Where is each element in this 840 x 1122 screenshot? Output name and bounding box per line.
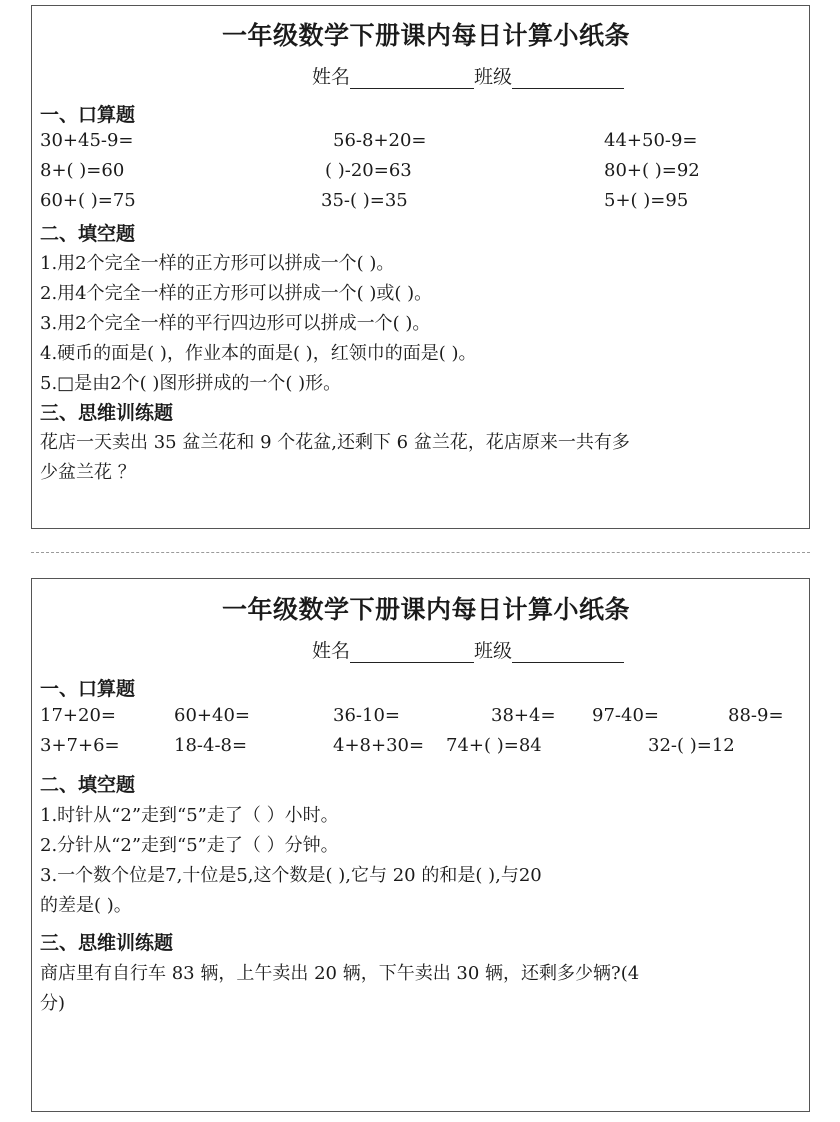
section-heading-fill: 二、填空题 (40, 223, 136, 245)
problem: 18-4-8= (174, 735, 248, 756)
word-problem-line: 分) (40, 993, 66, 1014)
problem: 60+40= (174, 705, 250, 726)
problem: 44+50-9= (604, 130, 698, 151)
problem: 60+( )=75 (40, 190, 136, 211)
problem: 32-( )=12 (648, 735, 735, 756)
problem: 8+( )=60 (40, 160, 125, 181)
name-blank[interactable] (350, 68, 474, 89)
section-heading-fill: 二、填空题 (40, 774, 136, 796)
fill-item: 3.一个数个位是7,十位是5,这个数是( ),它与 20 的和是( ),与20 (40, 865, 542, 886)
fill-item: 1.用2个完全一样的正方形可以拼成一个( )。 (40, 253, 395, 274)
problem: 35-( )=35 (321, 190, 408, 211)
fill-item: 的差是( )。 (40, 895, 132, 916)
fill-item: 5.□是由2个( )图形拼成的一个( )形。 (40, 373, 342, 394)
fill-item: 2.分针从“2”走到“5”走了（ ）分钟。 (40, 835, 339, 856)
problem: 36-10= (333, 705, 400, 726)
class-blank[interactable] (512, 642, 624, 663)
cut-line-divider (31, 552, 810, 553)
fill-item: 3.用2个完全一样的平行四边形可以拼成一个( )。 (40, 313, 431, 334)
class-label: 班级 (474, 66, 513, 88)
section-heading-thinking: 三、思维训练题 (40, 402, 174, 424)
problem: 5+( )=95 (604, 190, 689, 211)
problem: 56-8+20= (333, 130, 427, 151)
problem: 3+7+6= (40, 735, 120, 756)
problem: ( )-20=63 (325, 160, 412, 181)
problem: 17+20= (40, 705, 116, 726)
name-label: 姓名 (312, 640, 351, 662)
word-problem-line: 商店里有自行车 83 辆，上午卖出 20 辆，下午卖出 30 辆，还剩多少辆?(4 (40, 963, 640, 984)
problem: 74+( )=84 (446, 735, 542, 756)
name-label: 姓名 (312, 66, 351, 88)
student-info (312, 62, 624, 89)
worksheet-title: 一年级数学下册课内每日计算小纸条 (222, 21, 631, 50)
class-label: 班级 (474, 640, 513, 662)
section-heading-thinking: 三、思维训练题 (40, 932, 174, 954)
problem: 30+45-9= (40, 130, 134, 151)
class-blank[interactable] (512, 68, 624, 89)
problem: 97-40= (592, 705, 659, 726)
fill-item: 4.硬币的面是( )，作业本的面是( )，红领巾的面是( )。 (40, 343, 477, 364)
fill-item: 1.时针从“2”走到“5”走了（ ）小时。 (40, 805, 339, 826)
name-blank[interactable] (350, 642, 474, 663)
word-problem-line: 花店一天卖出 35 盆兰花和 9 个花盆,还剩下 6 盆兰花，花店原来一共有多 (40, 432, 630, 453)
student-info (312, 636, 624, 663)
section-heading-oral: 一、口算题 (40, 104, 136, 126)
problem: 4+8+30= (333, 735, 425, 756)
fill-item: 2.用4个完全一样的正方形可以拼成一个( )或( )。 (40, 283, 433, 304)
worksheet-title: 一年级数学下册课内每日计算小纸条 (222, 595, 631, 624)
section-heading-oral: 一、口算题 (40, 678, 136, 700)
problem: 80+( )=92 (604, 160, 700, 181)
word-problem-line: 少盆兰花 ？ (40, 462, 136, 483)
problem: 38+4= (491, 705, 556, 726)
problem: 88-9= (728, 705, 784, 726)
